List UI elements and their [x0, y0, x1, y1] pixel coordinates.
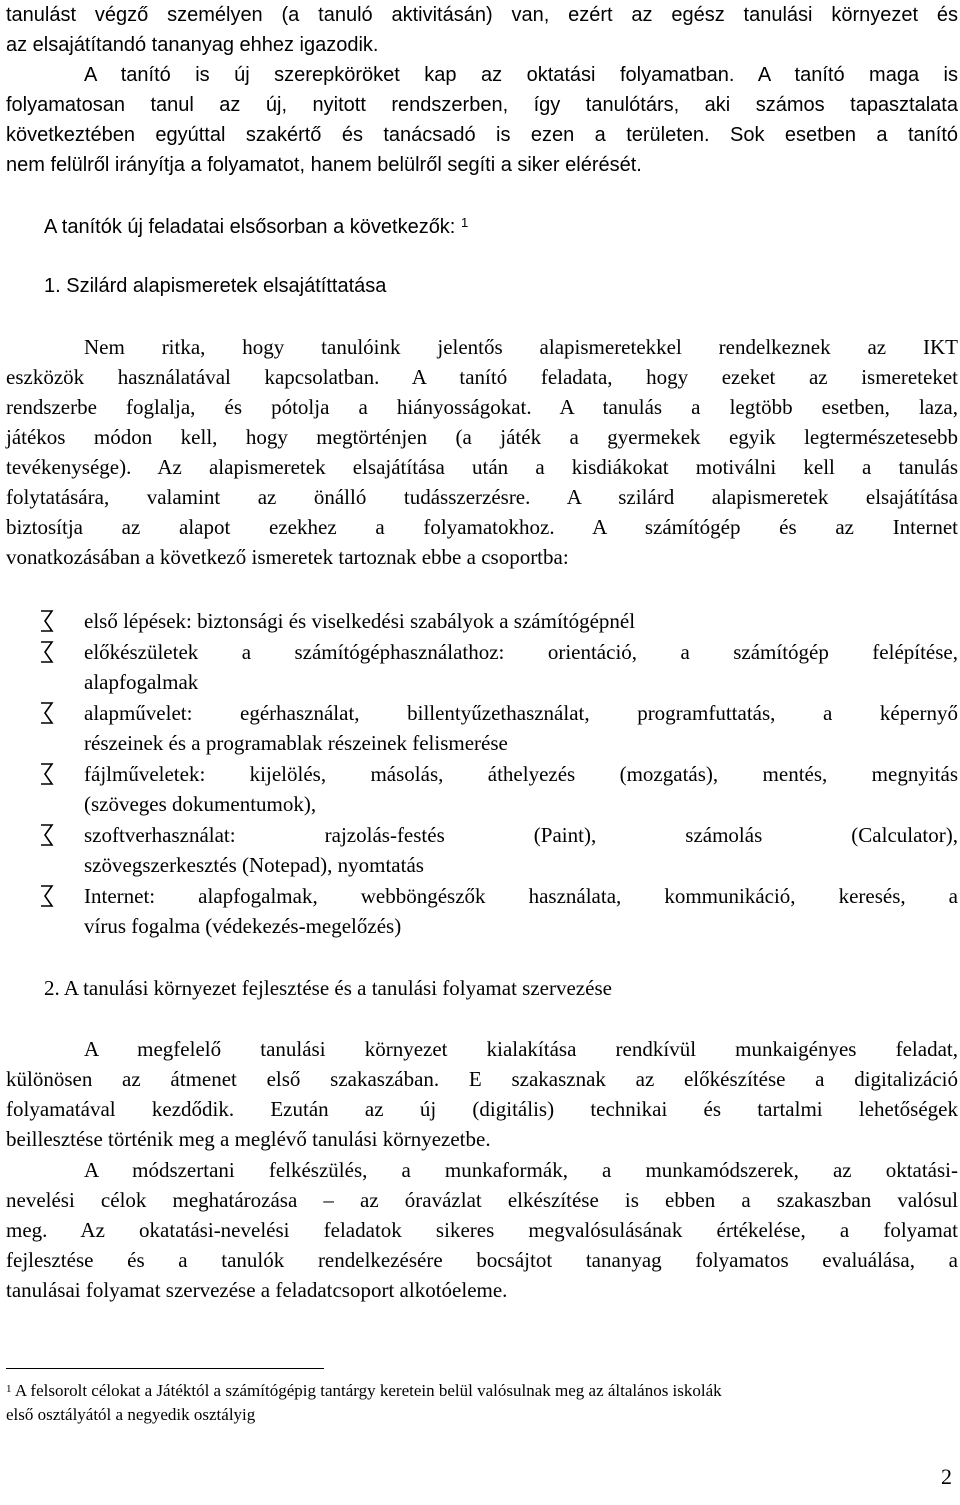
- list-item-text: szoftverhasználat: rajzolás-festés (Paint), számolás (Calculator),: [84, 823, 958, 847]
- tasks-heading-text: A tanítók új feladatai elsősorban a következők:: [44, 216, 456, 238]
- footnote-separator: [6, 1368, 324, 1369]
- list-item-text: Internet: alapfogalmak, webböngészők használata, kommunikáció, keresés, a: [84, 884, 958, 908]
- list-item-text: részeinek és a programablak részeinek felismerése: [84, 731, 508, 755]
- text-line: különösen az átmenet első szakaszában. E szakasznak az előkészítése a digitalizáció: [6, 1067, 958, 1091]
- bullet-icon: [38, 759, 60, 789]
- text-line: nem felülről irányítja a folyamatot, hanem belülről segíti a siker elérését.: [6, 154, 642, 176]
- text-line: rendszerbe foglalja, és pótolja a hiányosságokat. A tanulás a legtöbb esetben, laza,: [6, 395, 958, 419]
- text-line: eszközök használatával kapcsolatban. A tanító feladata, hogy ezeket az ismereteket: [6, 365, 958, 389]
- text-line: folyamatával kezdődik. Ezután az új (digitális) technikai és tartalmi lehetőségek: [6, 1097, 958, 1121]
- bullet-icon: [38, 820, 60, 850]
- section-1-heading: 1. Szilárd alapismeretek elsajátíttatása: [44, 275, 387, 297]
- list-item-text: előkészületek a számítógéphasználathoz: orientáció, a számítógép felépítése,: [84, 640, 958, 664]
- list-item-text: (szöveges dokumentumok),: [84, 792, 317, 816]
- text-line: vonatkozásában a következő ismeretek tartoznak ebbe a csoportba:: [6, 545, 569, 569]
- text-line: tanulást végző személyen (a tanuló aktivitásán) van, ezért az egész tanulási környezet és: [6, 4, 958, 26]
- footnote-text: első osztályától a negyedik osztályig: [6, 1405, 256, 1424]
- list-item-text: vírus fogalma (védekezés-megelőzés): [84, 914, 402, 938]
- text-line: A megfelelő tanulási környezet kialakítása rendkívül munkaigényes feladat,: [84, 1037, 958, 1061]
- bullet-icon: [38, 881, 60, 911]
- bullet-icon: [38, 698, 60, 728]
- page-number: 2: [941, 1464, 952, 1489]
- text-line: játékos módon kell, hogy megtörténjen (a játék a gyermekek egyik legtermészetesebb: [6, 425, 958, 449]
- text-line: nevelési célok meghatározása – az óravázlat elkészítése is ebben a szakaszban valósul: [6, 1188, 958, 1212]
- section-2-heading: 2. A tanulási környezet fejlesztése és a tanulási folyamat szervezése: [44, 976, 612, 1000]
- text-line: folytatására, valamint az önálló tudásszerzésre. A szilárd alapismeretek elsajátítása: [6, 485, 958, 509]
- text-line: fejlesztése és a tanulók rendelkezésére bocsájtot tananyag folyamatos evaluálása, a: [6, 1248, 958, 1272]
- list-item-text: szövegszerkesztés (Notepad), nyomtatás: [84, 853, 424, 877]
- text-line: Nem ritka, hogy tanulóink jelentős alapismeretekkel rendelkeznek az IKT: [84, 335, 958, 359]
- text-line: biztosítja az alapot ezekhez a folyamatokhoz. A számítógép és az Internet: [6, 515, 958, 539]
- text-line: A tanító is új szerepköröket kap az oktatási folyamatban. A tanító maga is: [84, 64, 958, 86]
- footnote-reference: 1: [460, 215, 469, 230]
- footnote-mark: 1: [6, 1383, 12, 1395]
- footnote: [6, 1379, 946, 1403]
- text-line: tanulásai folyamat szervezése a feladatcsoport alkotóeleme.: [6, 1278, 508, 1302]
- list-item-text: alapfogalmak: [84, 670, 199, 694]
- bullet-icon: [38, 606, 60, 636]
- list-item-text: alapművelet: egérhasználat, billentyűzethasználat, programfuttatás, a képernyő: [84, 701, 958, 725]
- text-line: meg. Az okatatási-nevelési feladatok sikeres megvalósulásának értékelése, a folyamat: [6, 1218, 958, 1242]
- bullet-icon: [38, 637, 60, 667]
- text-line: A módszertani felkészülés, a munkaformák, a munkamódszerek, az oktatási-: [84, 1158, 958, 1182]
- text-line: következtében egyúttal szakértő és tanácsadó is ezen a területen. Sok esetben a tanító: [6, 124, 958, 146]
- text-line: beillesztése történik meg a meglévő tanulási környezetbe.: [6, 1127, 491, 1151]
- text-line: folyamatosan tanul az új, nyitott rendszerben, így tanulótárs, aki számos tapasztalata: [6, 94, 958, 116]
- tasks-heading: [44, 212, 958, 242]
- footnote-text: A felsorolt célokat a Játéktól a számítógépig tantárgy keretein belül valósulnak meg az általános iskolák: [14, 1381, 722, 1400]
- text-line: az elsajátítandó tananyag ehhez igazodik.: [6, 34, 379, 56]
- list-item-text: első lépések: biztonsági és viselkedési szabályok a számítógépnél: [84, 609, 636, 633]
- text-line: tevékenysége). Az alapismeretek elsajátítása után a kisdiákokat motiválni kell a tanulás: [6, 455, 958, 479]
- list-item-text: fájlműveletek: kijelölés, másolás, áthelyezés (mozgatás), mentés, megnyitás: [84, 762, 958, 786]
